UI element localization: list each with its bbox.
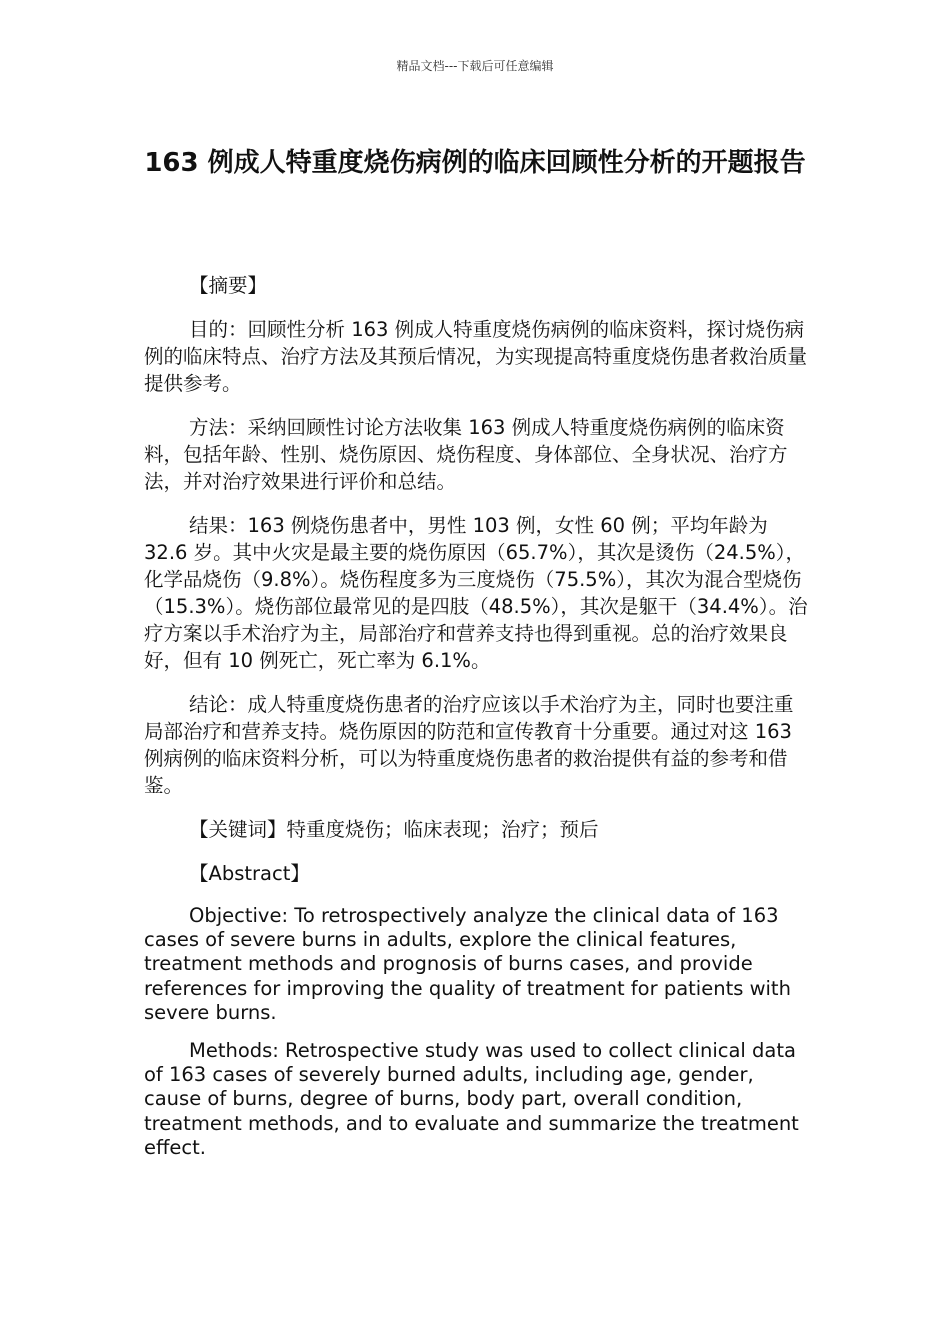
abstract-cn-keywords: 【关键词】特重度烧伤；临床表现；治疗；预后 [189,818,599,841]
abstract-en-methods: Methods: Retrospective study was used to collect clinical data of 163 cases of severely burned adults, including age, gender, cause of burns, degree of burns, body part, overall condition, treatment methods, and to evaluate and summarize the treatment effect. [144,1039,799,1159]
abstract-en-objective: Objective: To retrospectively analyze the clinical data of 163 cases of severe burns in adults, explore the clinical features, treatment methods and prognosis of burns cases, and provide references for improving the quality of treatment for patients with severe burns. [144,904,791,1024]
document-title: 163 例成人特重度烧伤病例的临床回顾性分析的开题报告 [144,148,806,178]
abstract-cn-heading: 【摘要】 [189,274,268,297]
document-body [144,272,808,1174]
abstract-cn-results: 结果：163 例烧伤患者中，男性 103 例，女性 60 例；平均年龄为 32.6 岁。其中火灾是最主要的烧伤原因（65.7%），其次是烫伤（24.5%），化学品烧伤（9.8%）。烧伤程度多为三度烧伤（75.5%），其次为混合型烧伤（15.3%）。烧伤部位最常见的是四肢（48.5%），其次是躯干（34.4%）。治疗方案以手术治疗为主，局部治疗和营养支持也得到重视。总的治疗效果良好，但有 10 例死亡，死亡率为 6.1%。 [144,514,808,672]
abstract-cn-conclusion: 结论：成人特重度烧伤患者的治疗应该以手术治疗为主，同时也要注重局部治疗和营养支持。烧伤原因的防范和宣传教育十分重要。通过对这 163 例病例的临床资料分析，可以为特重度烧伤患者的救治提供有益的参考和借鉴。 [144,693,794,797]
abstract-cn-methods: 方法：采纳回顾性讨论方法收集 163 例成人特重度烧伤病例的临床资料，包括年龄、性别、烧伤原因、烧伤程度、身体部位、全身状况、治疗方法，并对治疗效果进行评价和总结。 [144,416,788,493]
header-note: 精品文档---下载后可任意编辑 [396,59,554,73]
abstract-cn-objective: 目的：回顾性分析 163 例成人特重度烧伤病例的临床资料，探讨烧伤病例的临床特点、治疗方法及其预后情况，为实现提高特重度烧伤患者救治质量提供参考。 [144,318,808,395]
abstract-en-heading: 【Abstract】 [189,862,310,885]
